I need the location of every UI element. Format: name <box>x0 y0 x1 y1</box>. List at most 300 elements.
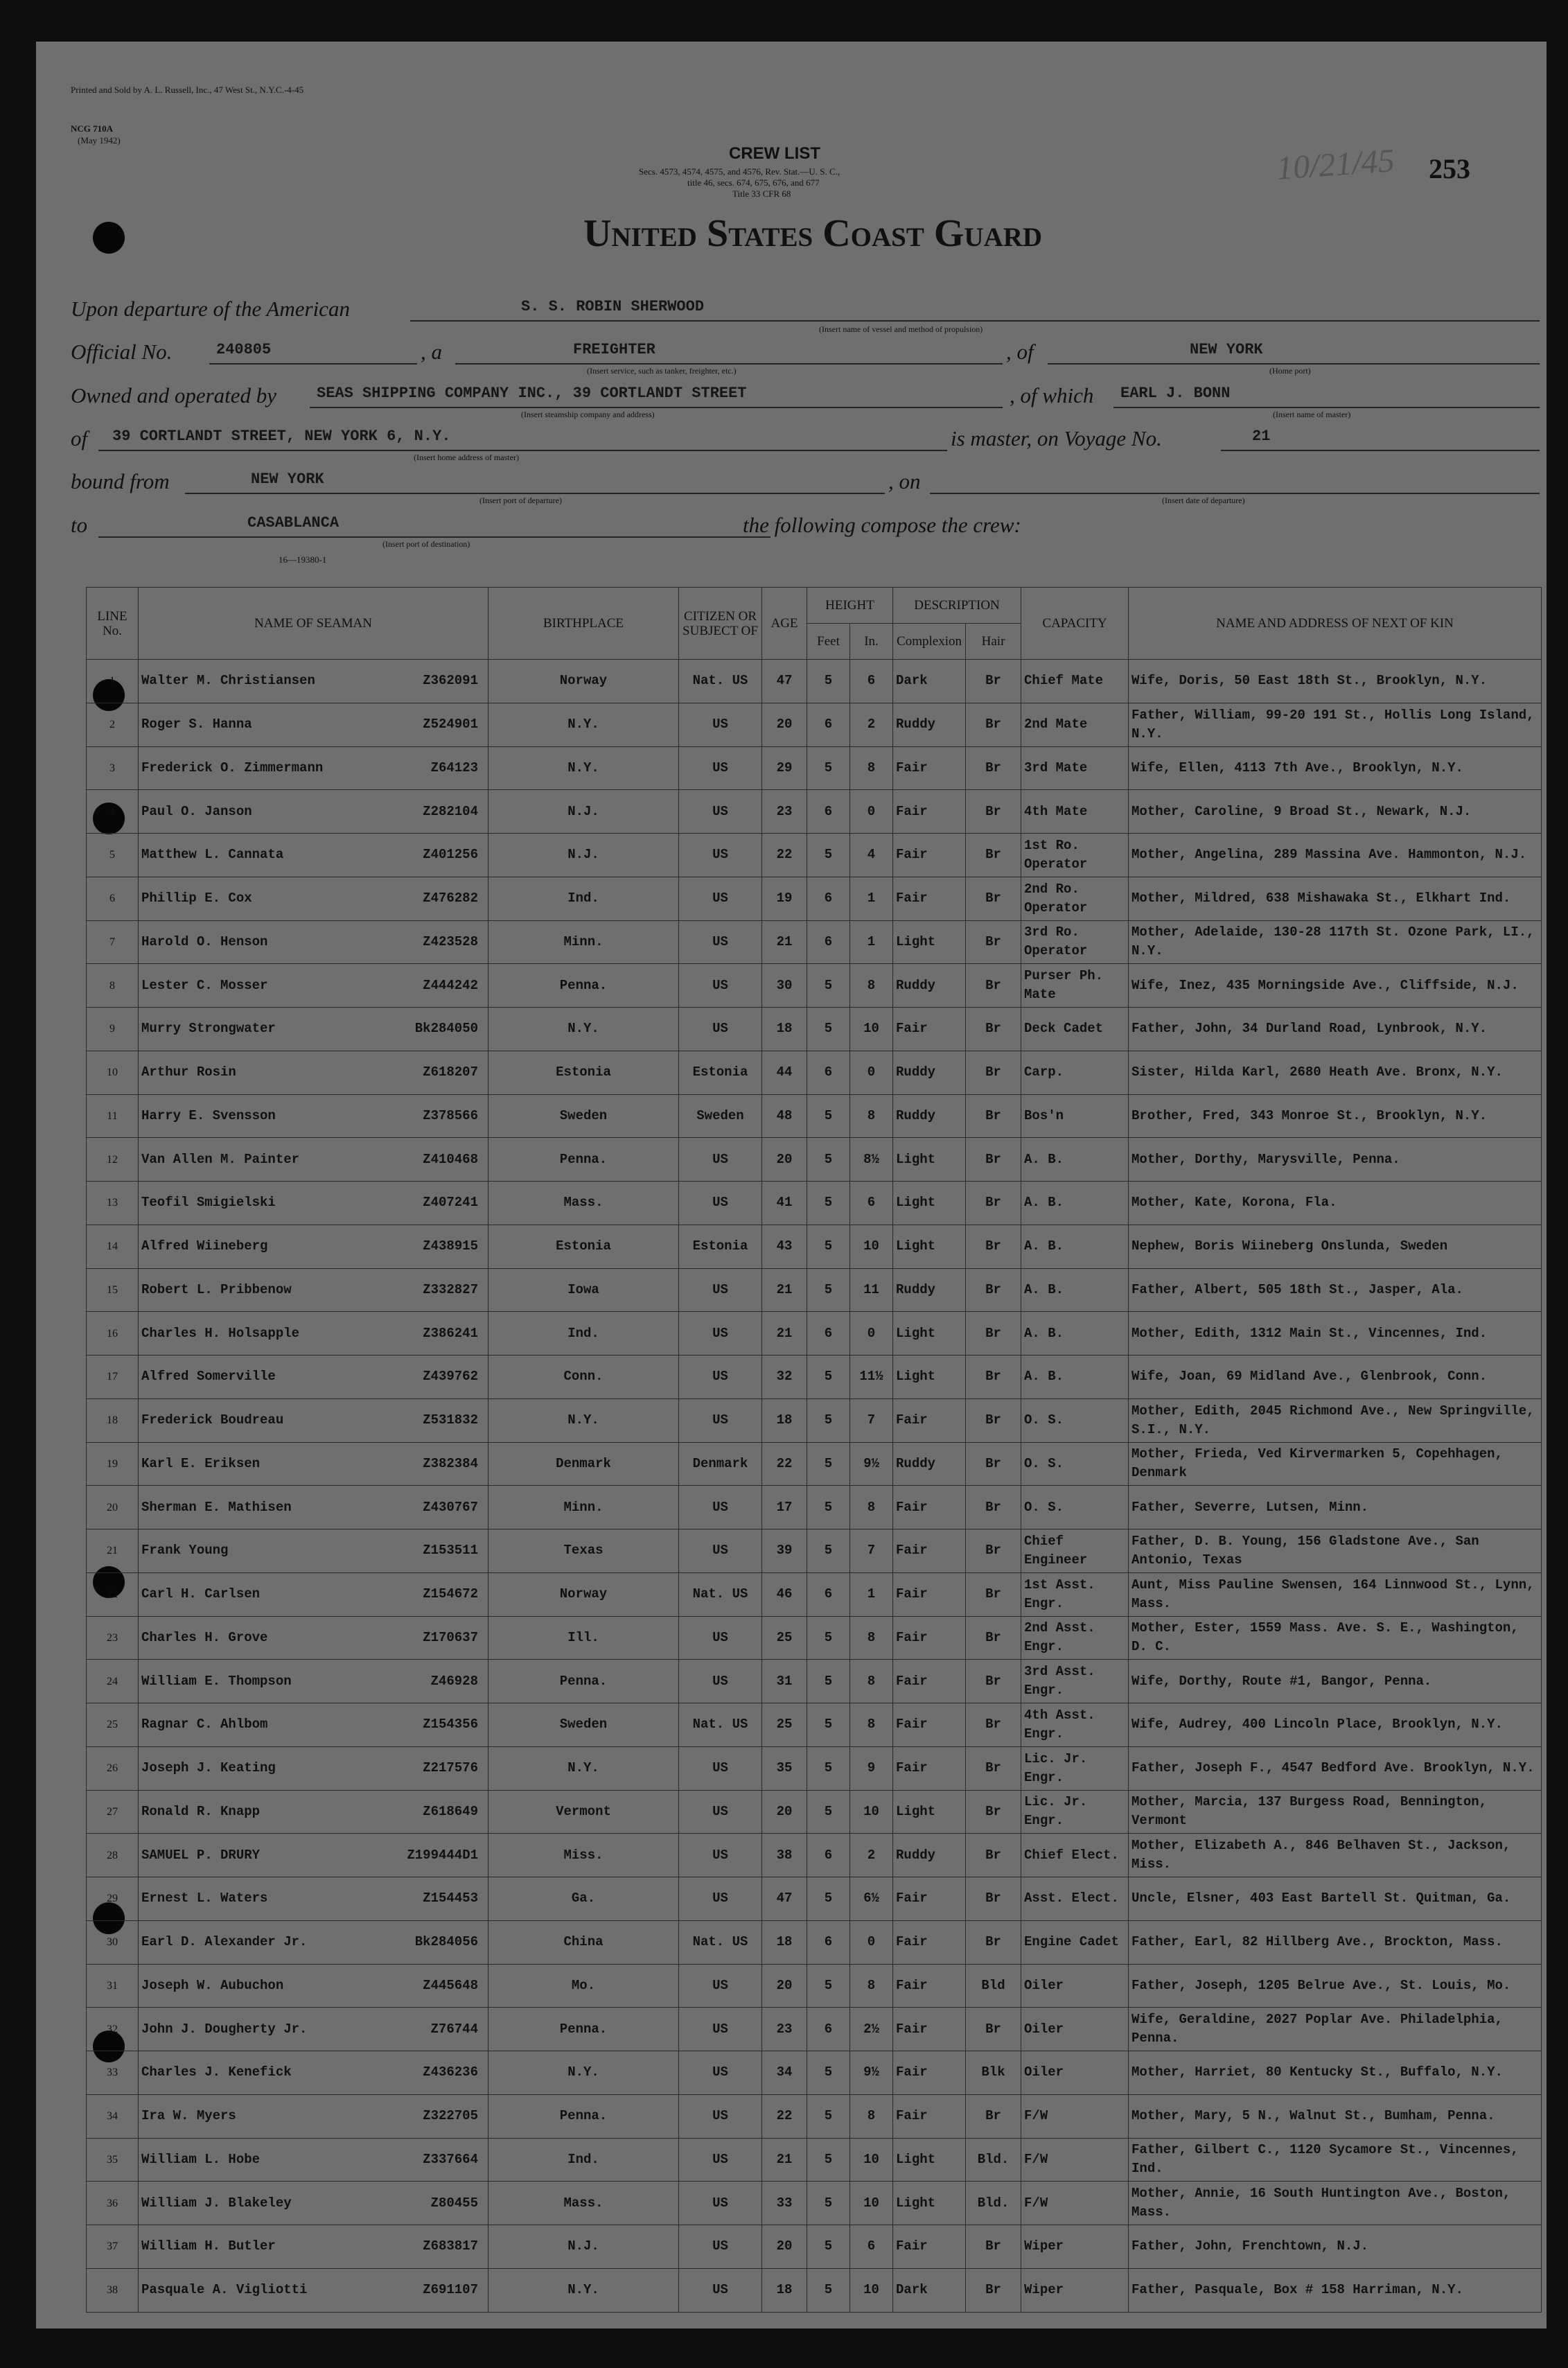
next-of-kin: Wife, Ellen, 4113 7th Ave., Brooklyn, N.Y. <box>1129 746 1542 790</box>
seaman-name <box>139 1051 488 1094</box>
seaman-name-text: Frederick Boudreau <box>141 1412 284 1428</box>
seaman-name <box>139 920 488 964</box>
hint-date: (Insert date of departure) <box>1162 495 1245 505</box>
height-feet: 5 <box>807 2182 850 2225</box>
next-of-kin: Mother, Dorthy, Marysville, Penna. <box>1129 1138 1542 1182</box>
next-of-kin: Father, D. B. Young, 156 Gladstone Ave., San Antonio, Texas <box>1129 1529 1542 1573</box>
complexion: Ruddy <box>893 1094 966 1138</box>
capacity: 1st Asst. Engr. <box>1021 1572 1129 1616</box>
label-on: , on <box>888 469 921 493</box>
height-feet: 5 <box>807 834 850 877</box>
height-inches: 8 <box>850 1703 893 1747</box>
birthplace: Sweden <box>488 1094 679 1138</box>
height-inches: 9½ <box>850 1442 893 1486</box>
complexion: Dark <box>893 2268 966 2312</box>
height-inches: 6 <box>850 2225 893 2269</box>
capacity: Chief Mate <box>1021 660 1129 703</box>
age: 22 <box>762 834 807 877</box>
capacity: Deck Cadet <box>1021 1008 1129 1051</box>
height-feet: 6 <box>807 877 850 920</box>
line-number: 37 <box>87 2225 139 2269</box>
complexion: Ruddy <box>893 1834 966 1877</box>
height-inches: 6½ <box>850 1877 893 1921</box>
next-of-kin: Father, William, 99-20 191 St., Hollis Long Island, N.Y. <box>1129 703 1542 746</box>
hair: Br <box>966 2268 1021 2312</box>
label-bound-from: bound from <box>71 469 170 493</box>
seaman-name-text: Robert L. Pribbenow <box>141 1281 292 1297</box>
capacity: O. S. <box>1021 1486 1129 1529</box>
height-feet: 5 <box>807 1964 850 2008</box>
height-feet: 5 <box>807 2268 850 2312</box>
birthplace: Mo. <box>488 1964 679 2008</box>
crew-row <box>87 2094 1542 2138</box>
label-departure: Upon departure of the American <box>71 297 350 321</box>
home-port: NEW YORK <box>1190 341 1263 358</box>
port-of-destination: CASABLANCA <box>247 514 340 532</box>
citizenship: US <box>679 1312 762 1356</box>
hair: Br <box>966 1051 1021 1094</box>
crew-row <box>87 1312 1542 1356</box>
complexion: Ruddy <box>893 1268 966 1312</box>
height-inches: 1 <box>850 1572 893 1616</box>
birthplace: Penna. <box>488 2008 679 2051</box>
seaman-name <box>139 877 488 920</box>
certificate-number: Z322705 <box>423 2108 478 2124</box>
label-compose: the following compose the crew: <box>743 513 1021 537</box>
height-feet: 5 <box>807 746 850 790</box>
age: 21 <box>762 1268 807 1312</box>
next-of-kin: Uncle, Elsner, 403 East Bartell St. Quitman, Ga. <box>1129 1877 1542 1921</box>
complexion: Light <box>893 1356 966 1399</box>
capacity: Purser Ph. Mate <box>1021 964 1129 1008</box>
port-of-departure: NEW YORK <box>251 471 324 488</box>
height-feet: 5 <box>807 1660 850 1703</box>
crew-row <box>87 1398 1542 1442</box>
seaman-name-text: Alfred Somerville <box>141 1369 276 1385</box>
height-feet: 5 <box>807 1616 850 1660</box>
seaman-name-text: Phillip E. Cox <box>141 891 252 906</box>
next-of-kin: Mother, Adelaide, 130-28 117th St. Ozone Park, LI., N.Y. <box>1129 920 1542 964</box>
capacity: 4th Asst. Engr. <box>1021 1703 1129 1747</box>
seaman-name <box>139 1572 488 1616</box>
certificate-number: Z378566 <box>423 1107 478 1123</box>
next-of-kin: Father, Pasquale, Box # 158 Harriman, N.Y. <box>1129 2268 1542 2312</box>
line-number: 5 <box>87 834 139 877</box>
hair: Br <box>966 1486 1021 1529</box>
hair: Br <box>966 1920 1021 1964</box>
seaman-name-text: Pasquale A. Vigliotti <box>141 2282 308 2298</box>
complexion: Fair <box>893 1486 966 1529</box>
header-citizen: CITIZEN OR SUBJECT OF <box>679 588 762 660</box>
crew-row <box>87 703 1542 746</box>
next-of-kin: Mother, Edith, 1312 Main St., Vincennes, Ind. <box>1129 1312 1542 1356</box>
capacity: Wiper <box>1021 2225 1129 2269</box>
certificate-number: Z64123 <box>430 760 478 775</box>
label-owned: Owned and operated by <box>71 383 277 407</box>
label-is-master: is master, on Voyage No. <box>951 426 1162 450</box>
seaman-name-text: Charles H. Grove <box>141 1629 268 1645</box>
line-number: 33 <box>87 2051 139 2095</box>
capacity: O. S. <box>1021 1442 1129 1486</box>
next-of-kin: Father, Joseph, 1205 Belrue Ave., St. Louis, Mo. <box>1129 1964 1542 2008</box>
height-inches: 8 <box>850 964 893 1008</box>
seaman-name <box>139 1225 488 1268</box>
capacity: 2nd Asst. Engr. <box>1021 1616 1129 1660</box>
certificate-number: Z76744 <box>430 2021 478 2037</box>
header-complexion: Complexion <box>893 624 966 660</box>
height-inches: 2½ <box>850 2008 893 2051</box>
age: 21 <box>762 920 807 964</box>
statute-line-3: Title 33 CFR 68 <box>732 188 791 199</box>
capacity: Engine Cadet <box>1021 1920 1129 1964</box>
header-birthplace: BIRTHPLACE <box>488 588 679 660</box>
height-feet: 6 <box>807 790 850 834</box>
seaman-name <box>139 964 488 1008</box>
hair: Br <box>966 1312 1021 1356</box>
complexion: Fair <box>893 2094 966 2138</box>
age: 20 <box>762 2225 807 2269</box>
seaman-name-text: Ernest L. Waters <box>141 1891 268 1906</box>
complexion: Fair <box>893 1529 966 1573</box>
certificate-number: Z382384 <box>423 1455 478 1471</box>
height-feet: 5 <box>807 2138 850 2182</box>
complexion: Fair <box>893 2008 966 2051</box>
birthplace: Estonia <box>488 1051 679 1094</box>
hair: Br <box>966 1094 1021 1138</box>
age: 30 <box>762 964 807 1008</box>
citizenship: Sweden <box>679 1094 762 1138</box>
birthplace: Mass. <box>488 2182 679 2225</box>
height-feet: 5 <box>807 1182 850 1225</box>
seaman-name <box>139 2094 488 2138</box>
complexion: Fair <box>893 1398 966 1442</box>
height-inches: 8 <box>850 1616 893 1660</box>
citizenship: US <box>679 1660 762 1703</box>
header-description: DESCRIPTION <box>893 588 1021 624</box>
next-of-kin: Wife, Geraldine, 2027 Poplar Ave. Philadelphia, Penna. <box>1129 2008 1542 2051</box>
seaman-name-text: Teofil Smigielski <box>141 1195 276 1211</box>
label-official-no: Official No. <box>71 340 173 364</box>
hair: Br <box>966 1703 1021 1747</box>
crew-row <box>87 1094 1542 1138</box>
crew-row <box>87 790 1542 834</box>
hint-port-departure: (Insert port of departure) <box>479 495 562 505</box>
birthplace: N.Y. <box>488 1398 679 1442</box>
seaman-name <box>139 1442 488 1486</box>
height-feet: 6 <box>807 920 850 964</box>
crew-row <box>87 746 1542 790</box>
birthplace: N.Y. <box>488 2051 679 2095</box>
height-inches: 10 <box>850 2182 893 2225</box>
capacity: F/W <box>1021 2094 1129 2138</box>
hint-owner: (Insert steamship company and address) <box>521 410 655 419</box>
birthplace: N.Y. <box>488 1008 679 1051</box>
next-of-kin: Wife, Audrey, 400 Lincoln Place, Brooklyn, N.Y. <box>1129 1703 1542 1747</box>
seaman-name <box>139 1877 488 1921</box>
next-of-kin: Mother, Edith, 2045 Richmond Ave., New Springville, S.I., N.Y. <box>1129 1398 1542 1442</box>
height-inches: 10 <box>850 1225 893 1268</box>
next-of-kin: Father, Severre, Lutsen, Minn. <box>1129 1486 1542 1529</box>
header-feet: Feet <box>807 624 850 660</box>
citizenship: US <box>679 1182 762 1225</box>
crew-row <box>87 2268 1542 2312</box>
age: 34 <box>762 2051 807 2095</box>
complexion: Fair <box>893 1746 966 1790</box>
birthplace: Mass. <box>488 1182 679 1225</box>
height-inches: 11½ <box>850 1356 893 1399</box>
complexion: Light <box>893 1182 966 1225</box>
hair: Br <box>966 1442 1021 1486</box>
age: 19 <box>762 877 807 920</box>
birthplace: Estonia <box>488 1225 679 1268</box>
line-number: 2 <box>87 703 139 746</box>
next-of-kin: Brother, Fred, 343 Monroe St., Brooklyn, N.Y. <box>1129 1094 1542 1138</box>
citizenship: Estonia <box>679 1051 762 1094</box>
hint-master: (Insert name of master) <box>1273 410 1351 419</box>
citizenship: US <box>679 2268 762 2312</box>
capacity: A. B. <box>1021 1268 1129 1312</box>
complexion: Fair <box>893 746 966 790</box>
line-number: 12 <box>87 1138 139 1182</box>
line-number: 24 <box>87 1660 139 1703</box>
height-feet: 5 <box>807 1486 850 1529</box>
citizenship: US <box>679 1877 762 1921</box>
next-of-kin: Father, Joseph F., 4547 Bedford Ave. Brooklyn, N.Y. <box>1129 1746 1542 1790</box>
master-name: EARL J. BONN <box>1120 385 1231 402</box>
citizenship: US <box>679 1398 762 1442</box>
crew-row <box>87 2138 1542 2182</box>
crew-row <box>87 1051 1542 1094</box>
complexion: Fair <box>893 790 966 834</box>
citizenship: Nat. US <box>679 660 762 703</box>
citizenship: US <box>679 1486 762 1529</box>
hair: Br <box>966 1225 1021 1268</box>
complexion: Ruddy <box>893 703 966 746</box>
line-number: 15 <box>87 1268 139 1312</box>
age: 29 <box>762 746 807 790</box>
label-of-2: of <box>71 426 88 450</box>
certificate-number: Z154672 <box>423 1586 478 1602</box>
height-inches: 1 <box>850 877 893 920</box>
height-feet: 6 <box>807 1051 850 1094</box>
crew-row <box>87 1529 1542 1573</box>
line-number: 20 <box>87 1486 139 1529</box>
height-feet: 5 <box>807 1746 850 1790</box>
height-feet: 5 <box>807 1877 850 1921</box>
birthplace: N.J. <box>488 834 679 877</box>
seaman-name-text: Harry E. Svensson <box>141 1107 276 1123</box>
seaman-name-text: Sherman E. Mathisen <box>141 1499 292 1515</box>
seaman-name <box>139 1616 488 1660</box>
form-title: CREW LIST <box>729 144 820 163</box>
seaman-name <box>139 2225 488 2269</box>
hair: Bld. <box>966 2138 1021 2182</box>
certificate-number: Z524901 <box>423 717 478 733</box>
crew-row <box>87 1442 1542 1486</box>
citizenship: US <box>679 1790 762 1834</box>
birthplace: Norway <box>488 1572 679 1616</box>
height-feet: 5 <box>807 1008 850 1051</box>
height-feet: 5 <box>807 1356 850 1399</box>
line-number: 34 <box>87 2094 139 2138</box>
age: 47 <box>762 1877 807 1921</box>
line-number: 17 <box>87 1356 139 1399</box>
seaman-name <box>139 2268 488 2312</box>
citizenship: Nat. US <box>679 1572 762 1616</box>
certificate-number: Z691107 <box>423 2282 478 2298</box>
crew-row <box>87 1660 1542 1703</box>
header-name: NAME OF SEAMAN <box>139 588 488 660</box>
crew-row <box>87 1877 1542 1921</box>
next-of-kin: Father, John, 34 Durland Road, Lynbrook, N.Y. <box>1129 1008 1542 1051</box>
age: 21 <box>762 2138 807 2182</box>
height-feet: 5 <box>807 1138 850 1182</box>
hair: Br <box>966 1877 1021 1921</box>
age: 39 <box>762 1529 807 1573</box>
next-of-kin: Mother, Marcia, 137 Burgess Road, Bennington, Vermont <box>1129 1790 1542 1834</box>
birthplace: N.Y. <box>488 703 679 746</box>
line-number: 3 <box>87 746 139 790</box>
birthplace: China <box>488 1920 679 1964</box>
height-inches: 6 <box>850 1182 893 1225</box>
capacity: A. B. <box>1021 1182 1129 1225</box>
age: 25 <box>762 1616 807 1660</box>
certificate-number: Z337664 <box>423 2151 478 2167</box>
seaman-name <box>139 1138 488 1182</box>
birthplace: Sweden <box>488 1703 679 1747</box>
header-capacity: CAPACITY <box>1021 588 1129 660</box>
height-feet: 6 <box>807 1920 850 1964</box>
certificate-number: Z531832 <box>423 1412 478 1428</box>
next-of-kin: Father, Earl, 82 Hillberg Ave., Brockton, Mass. <box>1129 1920 1542 1964</box>
next-of-kin: Wife, Dorthy, Route #1, Bangor, Penna. <box>1129 1660 1542 1703</box>
seaman-name-text: Charles J. Kenefick <box>141 2064 292 2080</box>
hint-vessel: (Insert name of vessel and method of propulsion) <box>819 324 983 334</box>
height-feet: 5 <box>807 1442 850 1486</box>
birthplace: Ga. <box>488 1877 679 1921</box>
crew-row <box>87 1486 1542 1529</box>
capacity: A. B. <box>1021 1356 1129 1399</box>
hint-home-port: (Home port) <box>1269 366 1311 376</box>
complexion: Light <box>893 1225 966 1268</box>
seaman-name-text: Charles H. Holsapple <box>141 1325 300 1341</box>
crew-row <box>87 1790 1542 1834</box>
vessel-service: FREIGHTER <box>573 341 655 358</box>
seaman-name <box>139 1008 488 1051</box>
seaman-name <box>139 1529 488 1573</box>
capacity: Carp. <box>1021 1051 1129 1094</box>
line-number: 38 <box>87 2268 139 2312</box>
capacity: 2nd Mate <box>1021 703 1129 746</box>
capacity: F/W <box>1021 2138 1129 2182</box>
complexion: Fair <box>893 1703 966 1747</box>
seaman-name-text: Arthur Rosin <box>141 1064 236 1080</box>
crew-row <box>87 1964 1542 2008</box>
height-inches: 10 <box>850 1790 893 1834</box>
next-of-kin: Father, Albert, 505 18th St., Jasper, Ala. <box>1129 1268 1542 1312</box>
crew-row <box>87 660 1542 703</box>
height-inches: 4 <box>850 834 893 877</box>
certificate-number: Z410468 <box>423 1151 478 1167</box>
height-feet: 5 <box>807 2225 850 2269</box>
certificate-number: Z438915 <box>423 1238 478 1254</box>
hair: Br <box>966 1746 1021 1790</box>
certificate-number: Z683817 <box>423 2238 478 2254</box>
seaman-name-text: SAMUEL P. DRURY <box>141 1847 261 1863</box>
line-number: 32 <box>87 2008 139 2051</box>
crew-row <box>87 964 1542 1008</box>
complexion: Light <box>893 2182 966 2225</box>
line-number: 13 <box>87 1182 139 1225</box>
next-of-kin: Wife, Joan, 69 Midland Ave., Glenbrook, Conn. <box>1129 1356 1542 1399</box>
height-inches: 2 <box>850 703 893 746</box>
crew-table <box>86 587 1542 2313</box>
master-address: 39 CORTLANDT STREET, NEW YORK 6, N.Y. <box>112 428 451 445</box>
age: 41 <box>762 1182 807 1225</box>
birthplace: Penna. <box>488 2094 679 2138</box>
hair: Br <box>966 1008 1021 1051</box>
capacity: A. B. <box>1021 1225 1129 1268</box>
hint-service: (Insert service, such as tanker, freighter, etc.) <box>587 366 737 376</box>
birthplace: Ind. <box>488 2138 679 2182</box>
hair: Br <box>966 1834 1021 1877</box>
crew-row <box>87 877 1542 920</box>
line-number: 7 <box>87 920 139 964</box>
seaman-name-text: Matthew L. Cannata <box>141 847 284 863</box>
next-of-kin: Mother, Caroline, 9 Broad St., Newark, N.J. <box>1129 790 1542 834</box>
seaman-name <box>139 790 488 834</box>
height-feet: 6 <box>807 703 850 746</box>
capacity: 3rd Mate <box>1021 746 1129 790</box>
next-of-kin: Father, John, Frenchtown, N.J. <box>1129 2225 1542 2269</box>
seaman-name-text: Frederick O. Zimmermann <box>141 760 324 775</box>
age: 18 <box>762 1008 807 1051</box>
seaman-name-text: Karl E. Eriksen <box>141 1455 261 1471</box>
header-hair: Hair <box>966 624 1021 660</box>
height-feet: 5 <box>807 1268 850 1312</box>
complexion: Fair <box>893 1964 966 2008</box>
crew-row <box>87 1834 1542 1877</box>
birthplace: N.J. <box>488 2225 679 2269</box>
height-inches: 8½ <box>850 1138 893 1182</box>
capacity: F/W <box>1021 2182 1129 2225</box>
certificate-number: Z153511 <box>423 1543 478 1559</box>
citizenship: US <box>679 1529 762 1573</box>
age: 23 <box>762 790 807 834</box>
form-date: (May 1942) <box>78 135 121 146</box>
crew-row <box>87 1008 1542 1051</box>
hint-master-address: (Insert home address of master) <box>414 453 519 462</box>
seaman-name-text: Paul O. Janson <box>141 803 252 819</box>
certificate-number: Z46928 <box>430 1673 478 1689</box>
seaman-name <box>139 660 488 703</box>
complexion: Fair <box>893 1660 966 1703</box>
seaman-name <box>139 2138 488 2182</box>
citizenship: Nat. US <box>679 1703 762 1747</box>
next-of-kin: Wife, Doris, 50 East 18th St., Brooklyn, N.Y. <box>1129 660 1542 703</box>
age: 22 <box>762 2094 807 2138</box>
line-number: 22 <box>87 1572 139 1616</box>
crew-row <box>87 2051 1542 2095</box>
certificate-number: Z430767 <box>423 1499 478 1515</box>
complexion: Fair <box>893 1616 966 1660</box>
next-of-kin: Mother, Elizabeth A., 846 Belhaven St., Jackson, Miss. <box>1129 1834 1542 1877</box>
height-inches: 0 <box>850 1920 893 1964</box>
birthplace: Penna. <box>488 1660 679 1703</box>
age: 46 <box>762 1572 807 1616</box>
crew-row <box>87 2008 1542 2051</box>
seaman-name-text: Harold O. Henson <box>141 933 268 949</box>
